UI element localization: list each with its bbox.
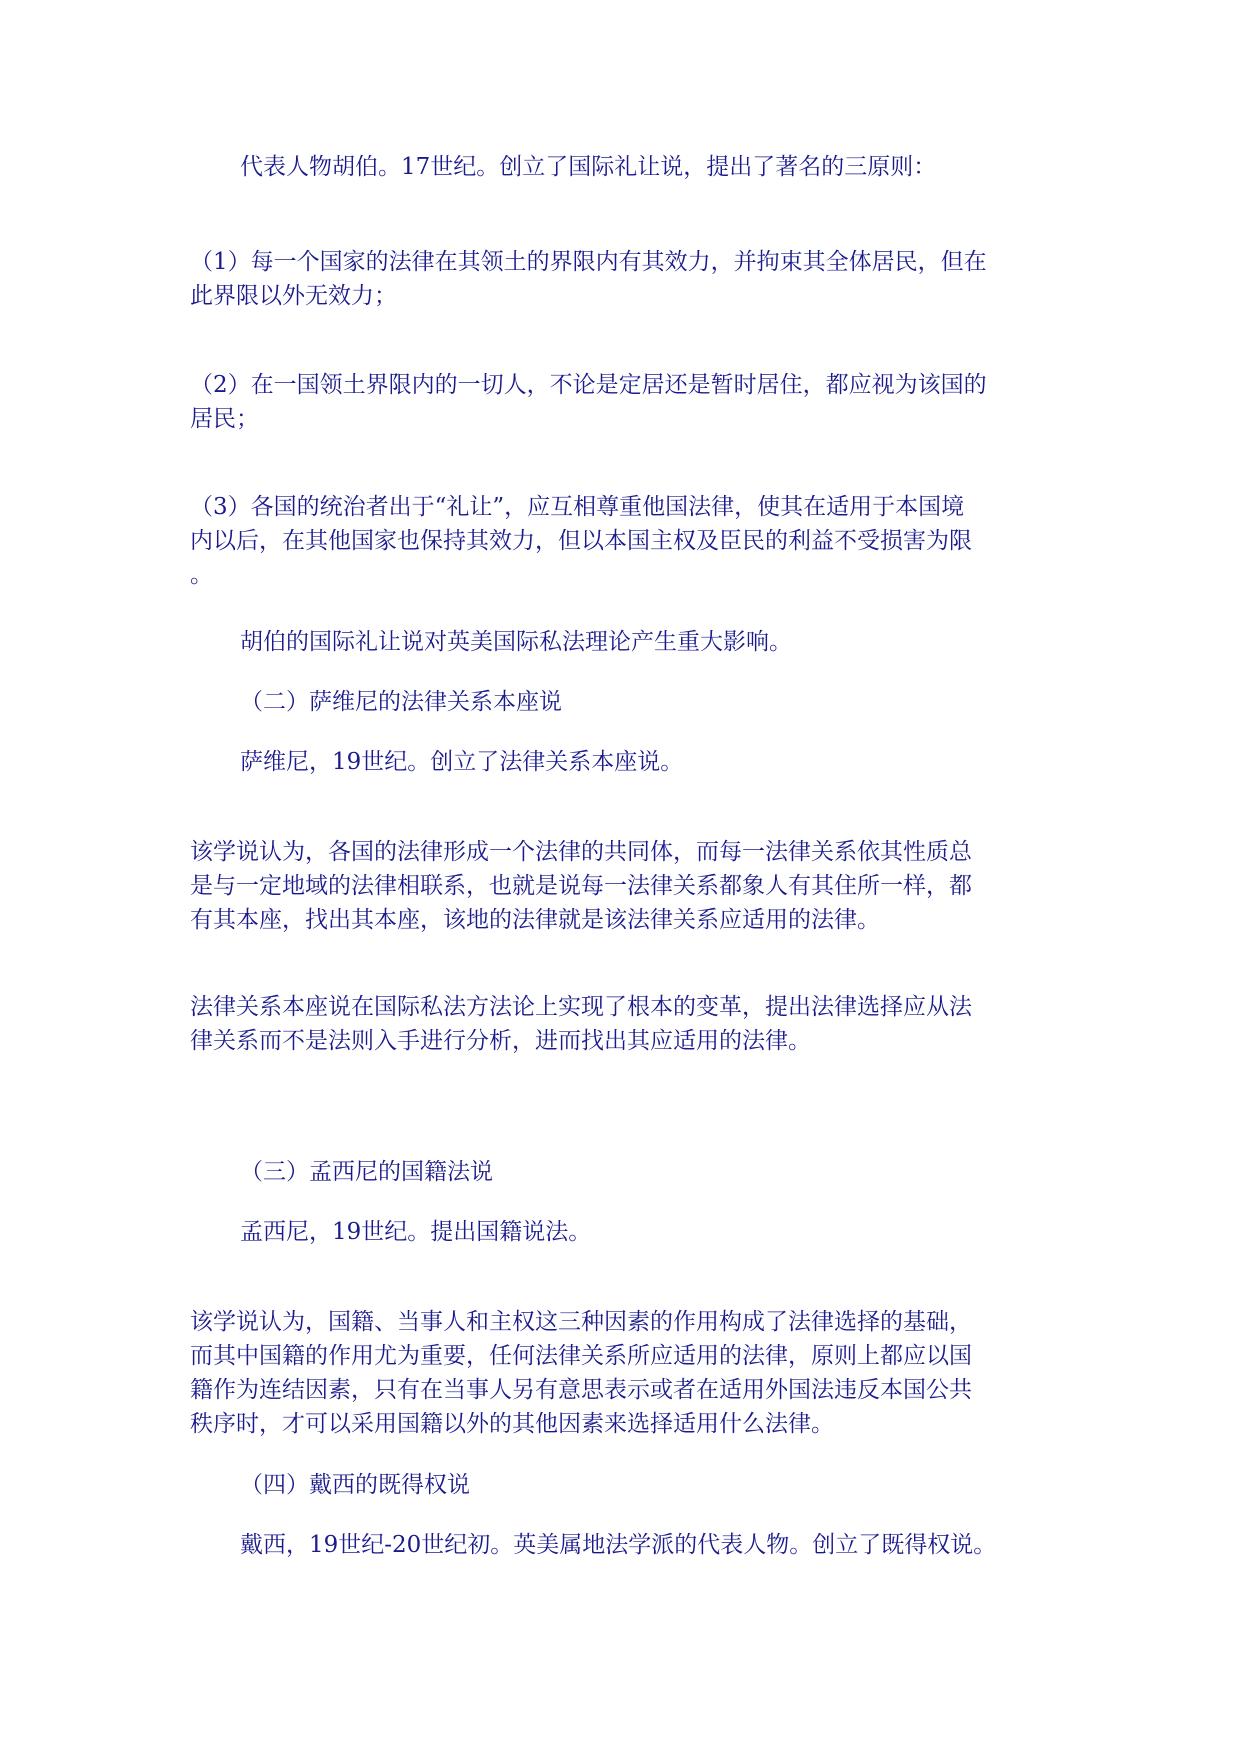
- paragraph-mancini-theory: 该学说认为，国籍、当事人和主权这三种因素的作用构成了法律选择的基础， 而其中国籍的作用尤为重要，任何法律关系所应适用的法律，原则上都应以国 籍作为连结因素，只有在当事人另有意思表示或者在适用外国法违反本国公共 秩序时，才可以采用国籍以外的其他因素来选择适用什么法律。: [190, 1309, 972, 1437]
- paragraph-mancini-intro: 孟西尼，19世纪。提出国籍说法。: [240, 1219, 592, 1245]
- paragraph-huber-influence: 胡伯的国际礼让说对英美国际私法理论产生重大影响。: [240, 629, 792, 655]
- paragraph-dicey-intro: 戴西，19世纪-20世纪初。英美属地法学派的代表人物。创立了既得权说。: [240, 1532, 997, 1558]
- section-heading-mancini: （三）孟西尼的国籍法说: [240, 1159, 493, 1185]
- paragraph-savigny-significance: 法律关系本座说在国际私法方法论上实现了根本的变革，提出法律选择应从法 律关系而不是法则入手进行分析，进而找出其应适用的法律。: [190, 994, 972, 1054]
- section-heading-savigny: （二）萨维尼的法律关系本座说: [240, 689, 562, 715]
- paragraph-huber-intro: 代表人物胡伯。17世纪。创立了国际礼让说，提出了著名的三原则：: [240, 154, 937, 180]
- paragraph-principle-3: （3）各国的统治者出于“礼让”，应互相尊重他国法律，使其在适用于本国境 内以后，在其他国家也保持其效力，但以本国主权及臣民的利益不受损害为限 。: [190, 494, 972, 588]
- paragraph-savigny-theory: 该学说认为，各国的法律形成一个法律的共同体，而每一法律关系依其性质总 是与一定地域的法律相联系，也就是说每一法律关系都象人有其住所一样，都 有其本座，找出其本座，该地的法律就是该法律关系应适用的法律。: [190, 839, 972, 933]
- section-heading-dicey: （四）戴西的既得权说: [240, 1472, 470, 1498]
- paragraph-savigny-intro: 萨维尼，19世纪。创立了法律关系本座说。: [240, 749, 684, 775]
- paragraph-principle-2: （2）在一国领土界限内的一切人，不论是定居还是暂时居住，都应视为该国的 居民；: [190, 372, 987, 432]
- paragraph-principle-1: （1）每一个国家的法律在其领土的界限内有其效力，并拘束其全体居民，但在 此界限以外无效力；: [190, 249, 987, 309]
